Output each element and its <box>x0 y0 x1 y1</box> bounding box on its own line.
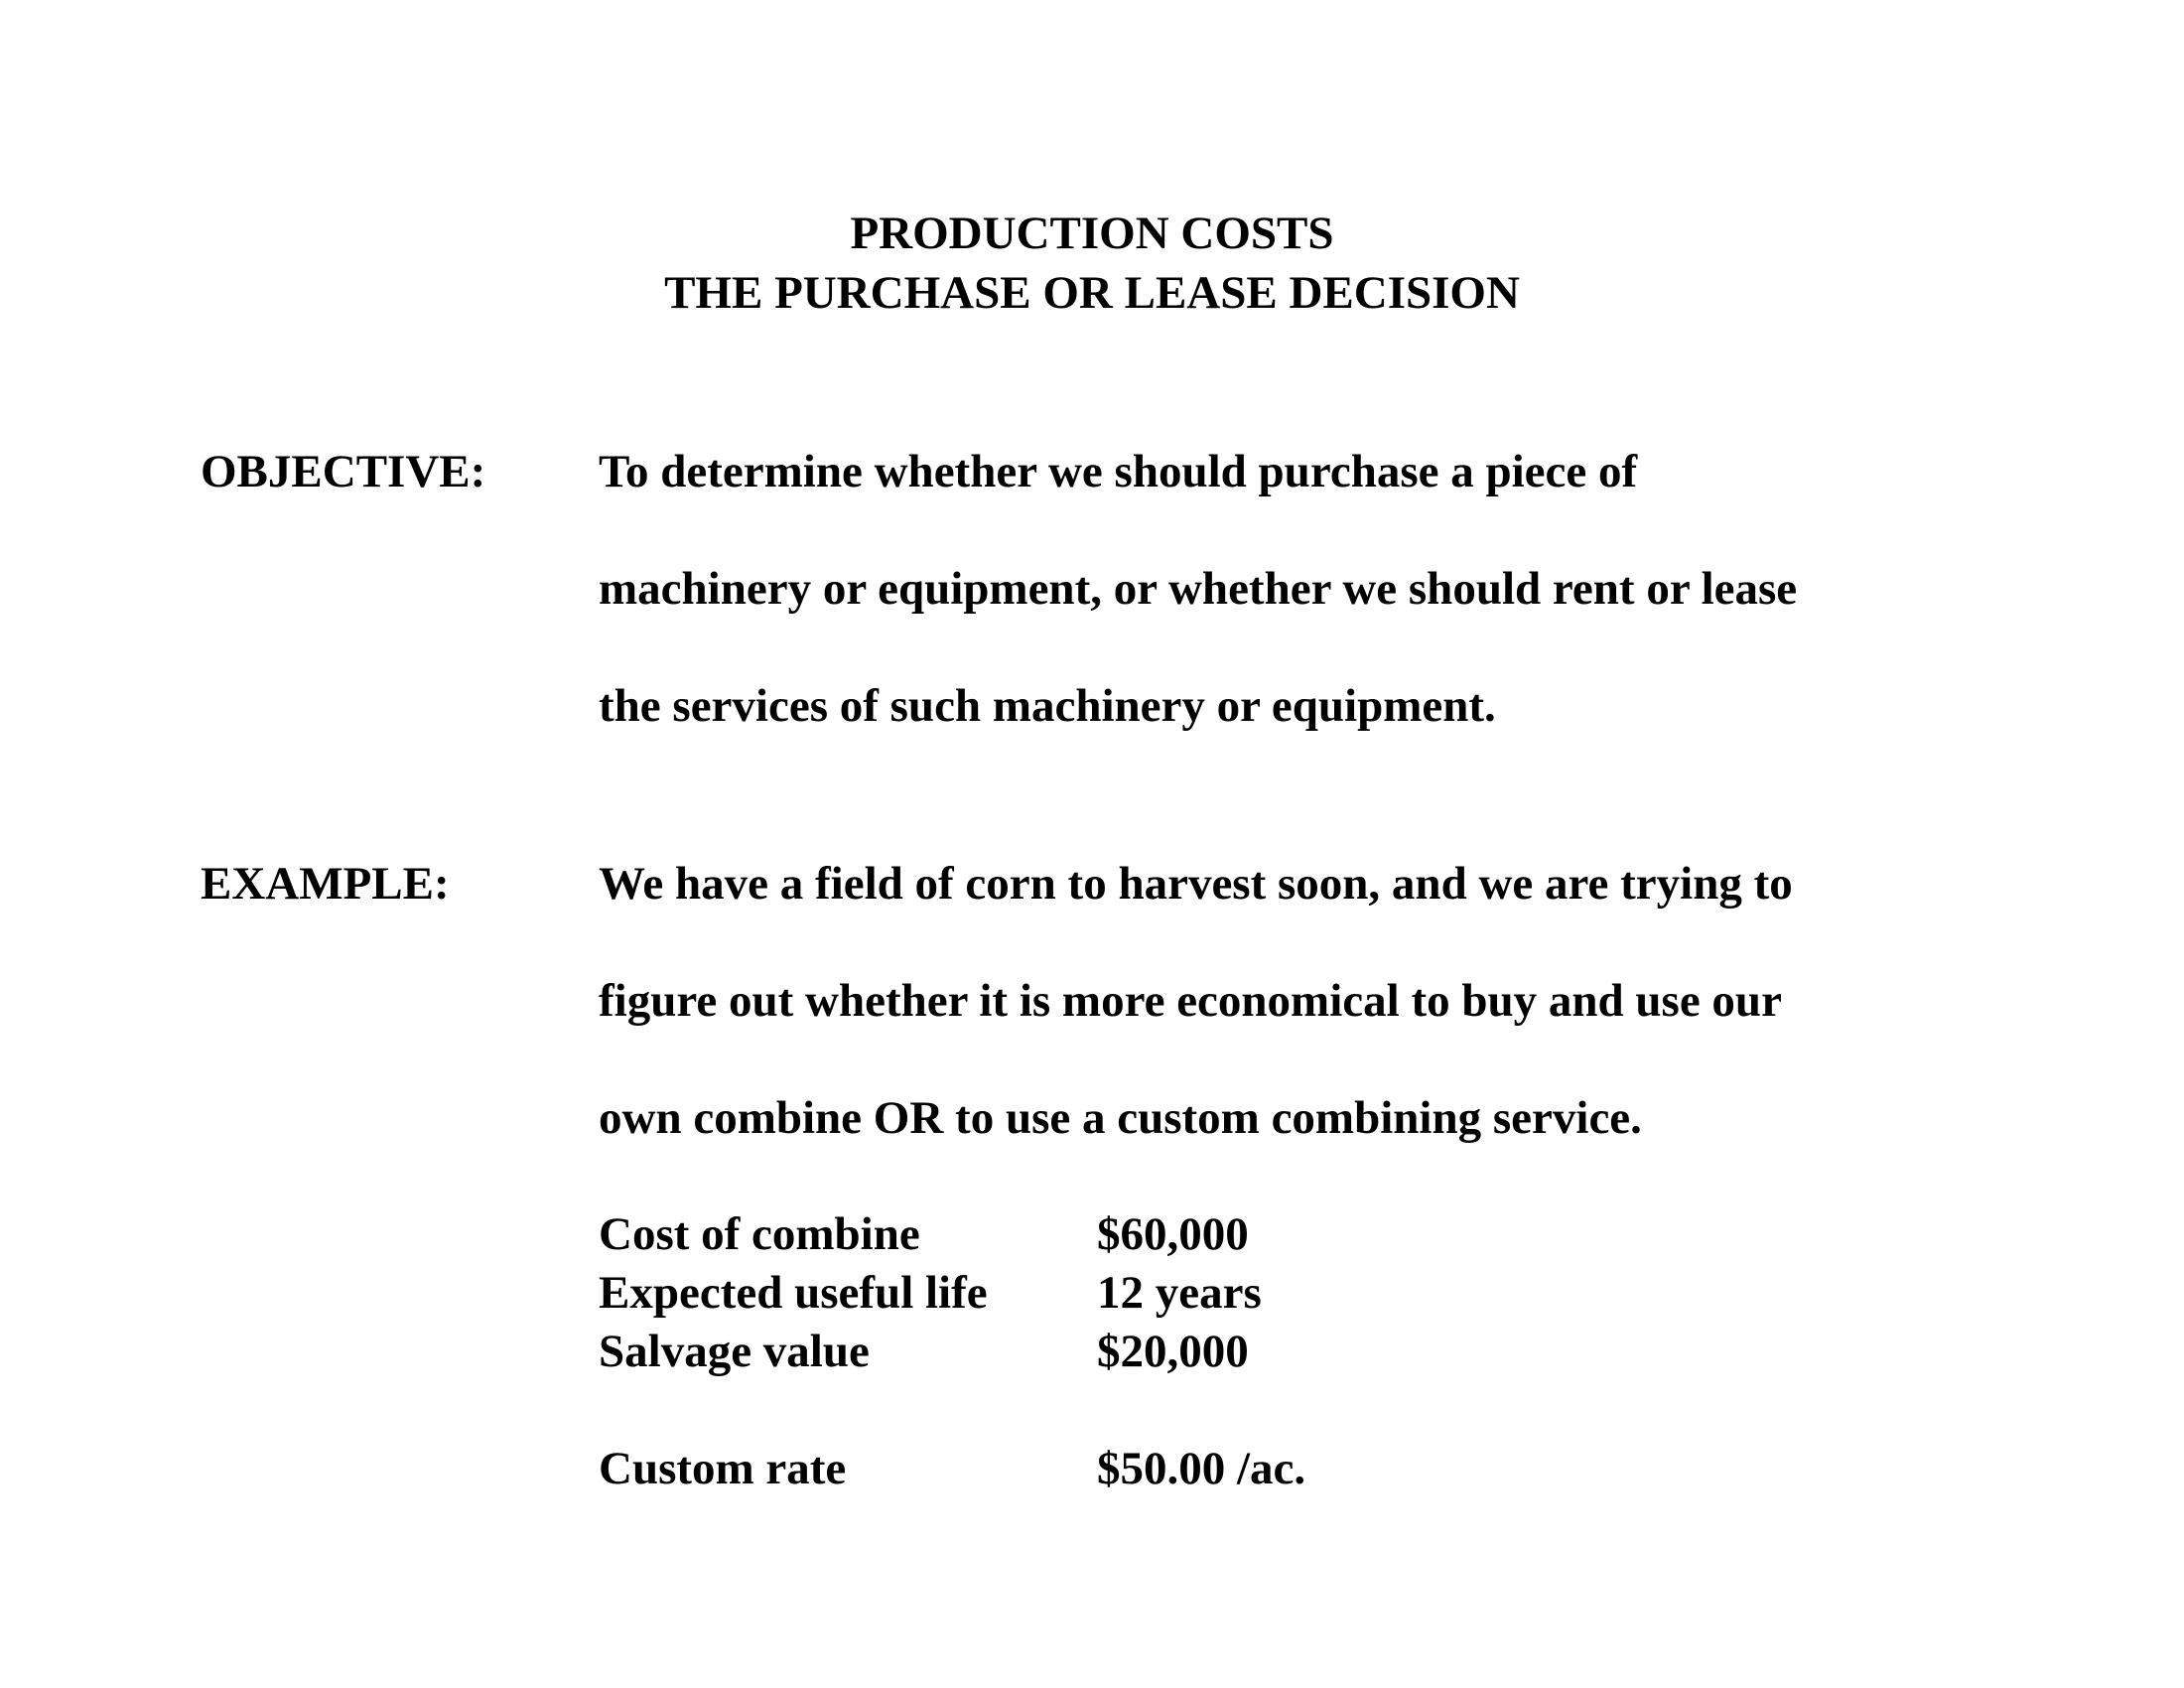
page-subtitle: THE PURCHASE OR LEASE DECISION <box>664 267 1520 319</box>
spec-value-salvage: $20,000 <box>1097 1326 1249 1377</box>
page-title: PRODUCTION COSTS <box>850 208 1334 259</box>
spec-label-cost: Cost of combine <box>599 1208 920 1260</box>
example-line: We have a field of corn to harvest soon, and we are trying to <box>599 858 1793 910</box>
example-line: own combine OR to use a custom combining service. <box>599 1092 1642 1144</box>
spec-value-useful-life: 12 years <box>1097 1267 1262 1319</box>
spec-label-salvage: Salvage value <box>599 1326 870 1377</box>
example-label: EXAMPLE: <box>201 858 450 910</box>
spec-label-custom-rate: Custom rate <box>599 1443 847 1494</box>
spec-value-custom-rate: $50.00 /ac. <box>1097 1443 1306 1494</box>
objective-line: machinery or equipment, or whether we should rent or lease <box>599 563 1798 615</box>
spec-label-useful-life: Expected useful life <box>599 1267 988 1319</box>
objective-line: the services of such machinery or equipment. <box>599 680 1496 732</box>
spec-value-cost: $60,000 <box>1097 1208 1249 1260</box>
objective-label: OBJECTIVE: <box>201 446 486 497</box>
example-line: figure out whether it is more economical to buy and use our <box>599 975 1782 1027</box>
objective-line: To determine whether we should purchase a piece of <box>599 446 1638 497</box>
